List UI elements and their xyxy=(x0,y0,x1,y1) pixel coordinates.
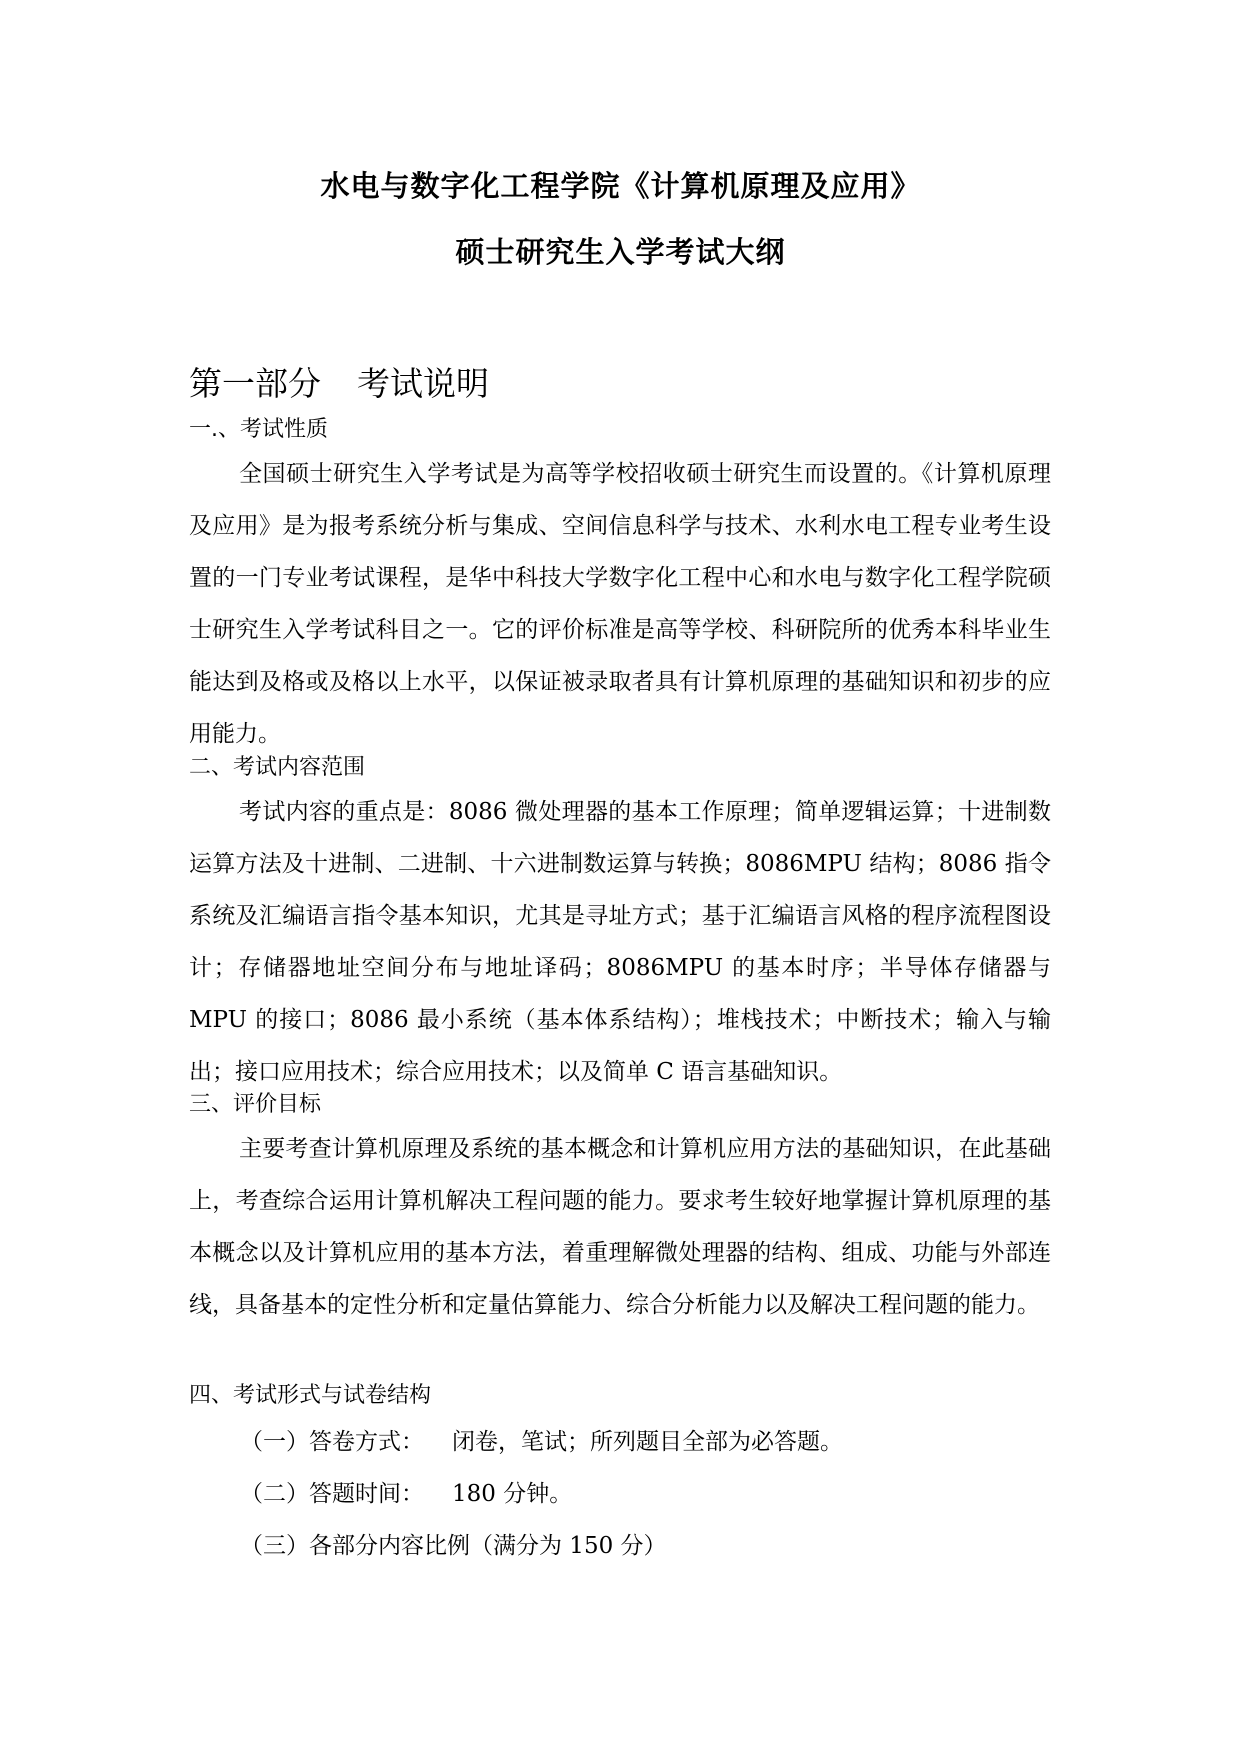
exam-format-item xyxy=(240,1423,843,1456)
part-number: 第一部分 xyxy=(189,364,321,403)
exam-format-item xyxy=(240,1527,667,1560)
section-paragraph-objectives: 主要考查计算机原理及系统的基本概念和计算机应用方法的基础知识，在此基础上，考查综合运用计算机解决工程问题的能力。要求考生较好地掌握计算机原理的基本概念以及计算机应用的基本方法，着重理解微处理器的结构、组成、功能与外部连线，具备基本的定性分析和定量估算能力、综合分析能力以及解决工程问题的能力。 xyxy=(189,1136,1051,1318)
section-heading-nature: 一.、考试性质 xyxy=(189,417,328,442)
document-title-line1: 水电与数字化工程学院《计算机原理及应用》 xyxy=(320,169,921,203)
exam-format-value: 180 分钟。 xyxy=(452,1481,573,1507)
exam-format-item xyxy=(240,1475,572,1508)
section-paragraph-nature: 全国硕士研究生入学考试是为高等学校招收硕士研究生而设置的。《计算机原理及应用》是为报考系统分析与集成、空间信息科学与技术、水利水电工程专业考生设置的一门专业考试课程，是华中科技大学数字化工程中心和水电与数字化工程学院硕士研究生入学考试科目之一。它的评价标准是高等学校、科研院所的优秀本科毕业生能达到及格或及格以上水平，以保证被录取者具有计算机原理的基础知识和初步的应用能力。 xyxy=(189,461,1051,747)
exam-format-value: 闭卷，笔试；所列题目全部为必答题。 xyxy=(452,1429,843,1455)
exam-format-label: （一）答卷方式： xyxy=(240,1429,424,1455)
part-title: 考试说明 xyxy=(357,364,489,403)
document-title-line2: 硕士研究生入学考试大纲 xyxy=(455,235,786,269)
section-heading-scope: 二、考试内容范围 xyxy=(189,755,366,780)
exam-format-label: （三）各部分内容比例（满分为 150 分） xyxy=(240,1533,667,1559)
exam-format-label: （二）答题时间： xyxy=(240,1481,424,1507)
section-heading-objectives: 三、评价目标 xyxy=(189,1092,322,1117)
section-paragraph-scope: 考试内容的重点是：8086 微处理器的基本工作原理；简单逻辑运算；十进制数运算方法及十进制、二进制、十六进制数运算与转换；8086MPU 结构；8086 指令系统及汇编语言指令基本知识，尤其是寻址方式；基于汇编语言风格的程序流程图设计；存储器地址空间分布与地址译码；8086MPU 的基本时序；半导体存储器与 MPU 的接口；8086 最小系统（基本体系结构）；堆栈技术；中断技术；输入与输出；接口应用技术；综合应用技术；以及简单 C 语言基础知识。 xyxy=(189,799,1051,1085)
part-heading xyxy=(189,358,489,405)
section-heading-format: 四、考试形式与试卷结构 xyxy=(189,1383,432,1408)
